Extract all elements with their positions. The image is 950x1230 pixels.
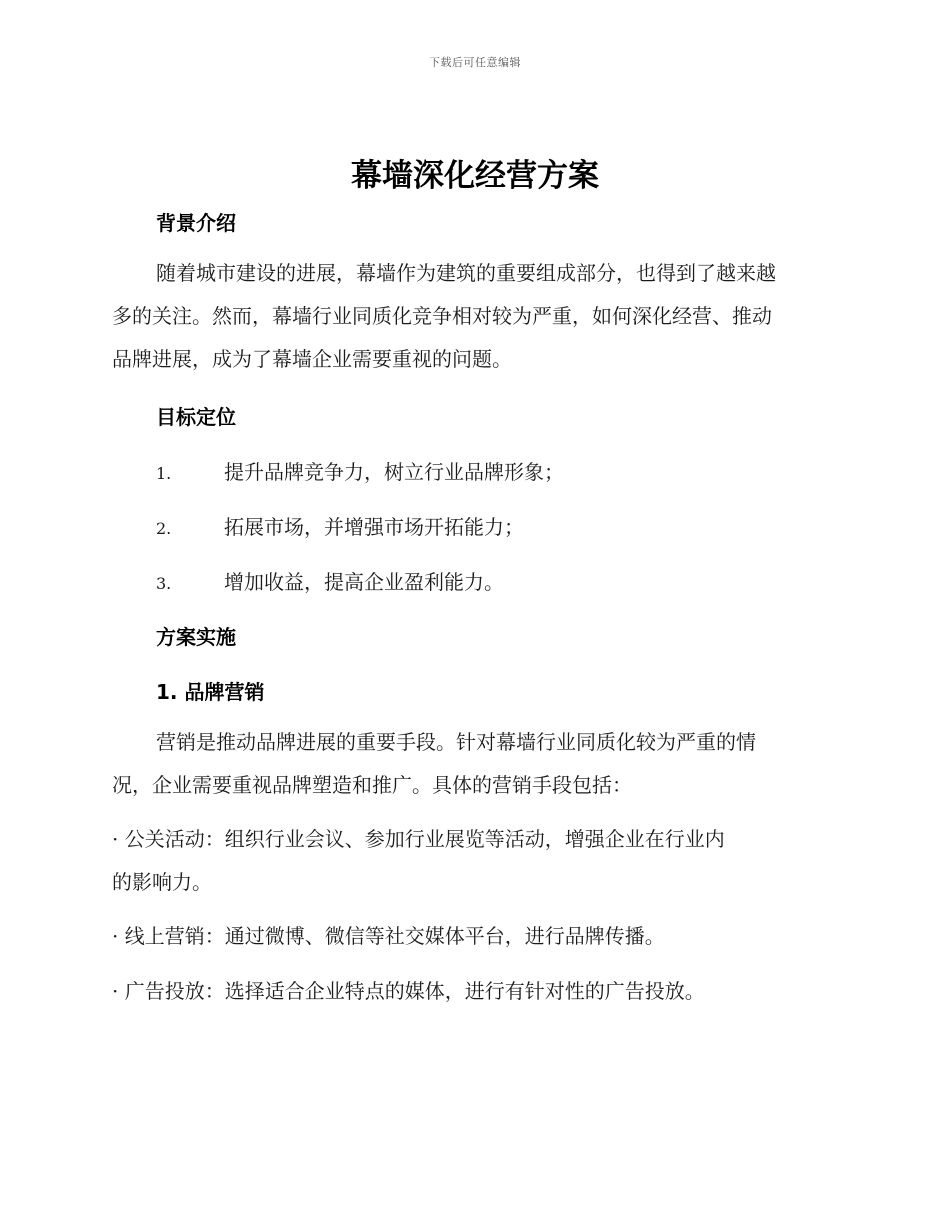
marketing-paragraph xyxy=(112,721,834,807)
bullet-item-online xyxy=(112,915,834,958)
paragraph-line: · 线上营销：通过微博、微信等社交媒体平台，进行品牌传播。 xyxy=(112,924,665,948)
list-item xyxy=(156,566,504,595)
section-heading-background: 背景介绍 xyxy=(156,211,236,235)
background-paragraph xyxy=(112,252,834,381)
list-text: 拓展市场，并增强市场开拓能力； xyxy=(224,515,524,539)
list-text: 提升品牌竞争力，树立行业品牌形象； xyxy=(224,460,564,484)
section-heading-implementation: 方案实施 xyxy=(156,625,236,649)
list-item xyxy=(156,456,564,485)
section-heading-goals: 目标定位 xyxy=(156,405,236,429)
paragraph-line: 况，企业需要重视品牌塑造和推广。具体的营销手段包括： xyxy=(112,773,632,797)
paragraph-line: · 公关活动：组织行业会议、参加行业展览等活动，增强企业在行业内 xyxy=(112,827,725,851)
page-header: 下载后可任意编辑 xyxy=(429,56,521,69)
paragraph-line: 随着城市建设的进展，幕墙作为建筑的重要组成部分，也得到了越来越 xyxy=(156,261,776,285)
paragraph-line: 的影响力。 xyxy=(112,870,212,894)
list-item xyxy=(156,511,524,540)
paragraph-line: · 广告投放：选择适合企业特点的媒体，进行有针对性的广告投放。 xyxy=(112,979,705,1003)
list-text: 增加收益，提高企业盈利能力。 xyxy=(224,570,504,594)
list-number: 2. xyxy=(156,519,172,538)
paragraph-line: 品牌进展，成为了幕墙企业需要重视的问题。 xyxy=(112,347,512,371)
list-number: 3. xyxy=(156,574,172,593)
list-number: 1. xyxy=(156,464,172,483)
document-title: 幕墙深化经营方案 xyxy=(351,158,599,194)
paragraph-line: 营销是推动品牌进展的重要手段。针对幕墙行业同质化较为严重的情 xyxy=(156,730,756,754)
bullet-item-pr xyxy=(112,818,834,904)
bullet-item-ads xyxy=(112,970,834,1013)
subsection-heading-brand-marketing: 1. 品牌营销 xyxy=(156,680,265,704)
paragraph-line: 多的关注。然而，幕墙行业同质化竞争相对较为严重，如何深化经营、推动 xyxy=(112,304,772,328)
